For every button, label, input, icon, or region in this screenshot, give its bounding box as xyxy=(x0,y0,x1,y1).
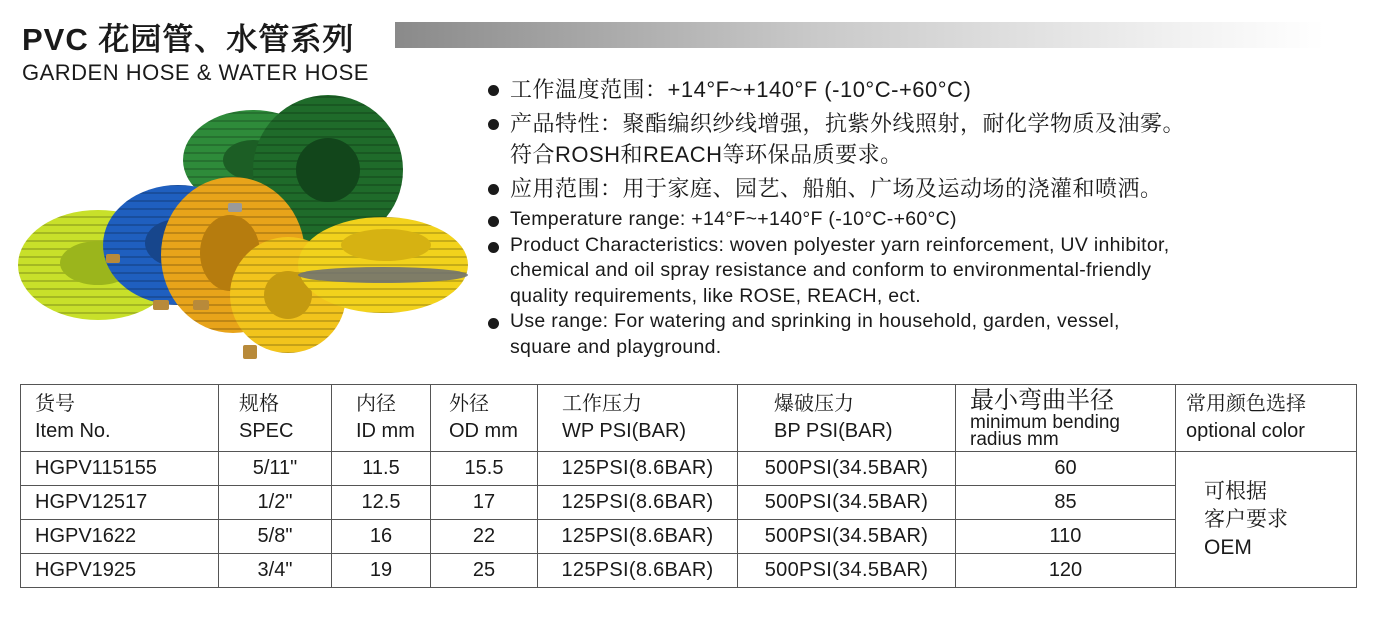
cell-bending-radius: 85 xyxy=(956,486,1176,520)
cell-outer-diameter: 15.5 xyxy=(431,452,538,486)
cell-working-pressure: 125PSI(8.6BAR) xyxy=(538,520,738,554)
cell-bending-radius: 120 xyxy=(956,554,1176,588)
yellow-striped-hose-coil xyxy=(298,217,468,313)
page-title-en: GARDEN HOSE & WATER HOSE xyxy=(22,60,369,85)
feature-temperature-en: Temperature range: +14°F~+140°F (-10°C-+60°C) xyxy=(482,207,1362,233)
feature-list xyxy=(482,74,1362,360)
table-row xyxy=(21,452,1357,486)
cell-burst-pressure: 500PSI(34.5BAR) xyxy=(738,452,956,486)
cell-burst-pressure: 500PSI(34.5BAR) xyxy=(738,554,956,588)
cell-outer-diameter: 25 xyxy=(431,554,538,588)
header-burst-pressure: 爆破压力 BP PSI(BAR) xyxy=(738,385,956,452)
brass-fitting-icon xyxy=(153,300,169,310)
brass-fitting-icon xyxy=(243,345,257,359)
feature-temperature-cn: 工作温度范围：+14°F~+140°F (-10°C-+60°C) xyxy=(482,74,1362,105)
metal-fitting-icon xyxy=(228,203,242,212)
cell-inner-diameter: 12.5 xyxy=(332,486,431,520)
header-inner-diameter: 内径 ID mm xyxy=(332,385,431,452)
cell-optional-color: 可根据 客户要求 OEM xyxy=(1176,452,1357,588)
cell-working-pressure: 125PSI(8.6BAR) xyxy=(538,486,738,520)
table-row xyxy=(21,520,1357,554)
header-optional-color: 常用颜色选择 optional color xyxy=(1176,385,1357,452)
table-row xyxy=(21,554,1357,588)
cell-item-no: HGPV115155 xyxy=(21,452,219,486)
cell-bending-radius: 60 xyxy=(956,452,1176,486)
header-item-no: 货号 Item No. xyxy=(21,385,219,452)
feature-characteristics-cn: 产品特性：聚酯编织纱线增强，抗紫外线照射，耐化学物质及油雾。 符合ROSH和REACH等环保品质要求。 xyxy=(482,108,1362,170)
cell-spec: 3/4" xyxy=(219,554,332,588)
cell-inner-diameter: 19 xyxy=(332,554,431,588)
cell-burst-pressure: 500PSI(34.5BAR) xyxy=(738,486,956,520)
title-gradient-bar xyxy=(395,22,1325,48)
page-title-cn: PVC 花园管、水管系列 xyxy=(22,22,355,57)
feature-characteristics-en: Product Characteristics: woven polyester yarn reinforcement, UV inhibitor, chemical and oil spray resistance and conform to environmental-friendly quality requirements, like ROSE, REACH, ect. xyxy=(482,233,1362,310)
cell-inner-diameter: 11.5 xyxy=(332,452,431,486)
cell-outer-diameter: 17 xyxy=(431,486,538,520)
brass-fitting-icon xyxy=(193,300,209,310)
cell-spec: 5/11" xyxy=(219,452,332,486)
product-spec-table xyxy=(20,384,1357,588)
cell-working-pressure: 125PSI(8.6BAR) xyxy=(538,554,738,588)
cell-item-no: HGPV12517 xyxy=(21,486,219,520)
cell-item-no: HGPV1622 xyxy=(21,520,219,554)
cell-spec: 5/8" xyxy=(219,520,332,554)
brass-fitting-icon xyxy=(106,254,120,263)
table-row xyxy=(21,486,1357,520)
cell-working-pressure: 125PSI(8.6BAR) xyxy=(538,452,738,486)
cell-burst-pressure: 500PSI(34.5BAR) xyxy=(738,520,956,554)
cell-item-no: HGPV1925 xyxy=(21,554,219,588)
header-working-pressure: 工作压力 WP PSI(BAR) xyxy=(538,385,738,452)
header-bending-radius: 最小弯曲半径 minimum bending radius mm xyxy=(956,385,1176,452)
header-outer-diameter: 外径 OD mm xyxy=(431,385,538,452)
garden-hose-coils-photo xyxy=(18,85,468,365)
header-spec: 规格 SPEC xyxy=(219,385,332,452)
cell-bending-radius: 110 xyxy=(956,520,1176,554)
feature-use-range-cn: 应用范围：用于家庭、园艺、船舶、广场及运动场的浇灌和喷洒。 xyxy=(482,173,1362,204)
feature-use-range-en: Use range: For watering and sprinking in household, garden, vessel, square and playground. xyxy=(482,309,1362,360)
cell-outer-diameter: 22 xyxy=(431,520,538,554)
cell-inner-diameter: 16 xyxy=(332,520,431,554)
table-header-row xyxy=(21,385,1357,452)
cell-spec: 1/2" xyxy=(219,486,332,520)
